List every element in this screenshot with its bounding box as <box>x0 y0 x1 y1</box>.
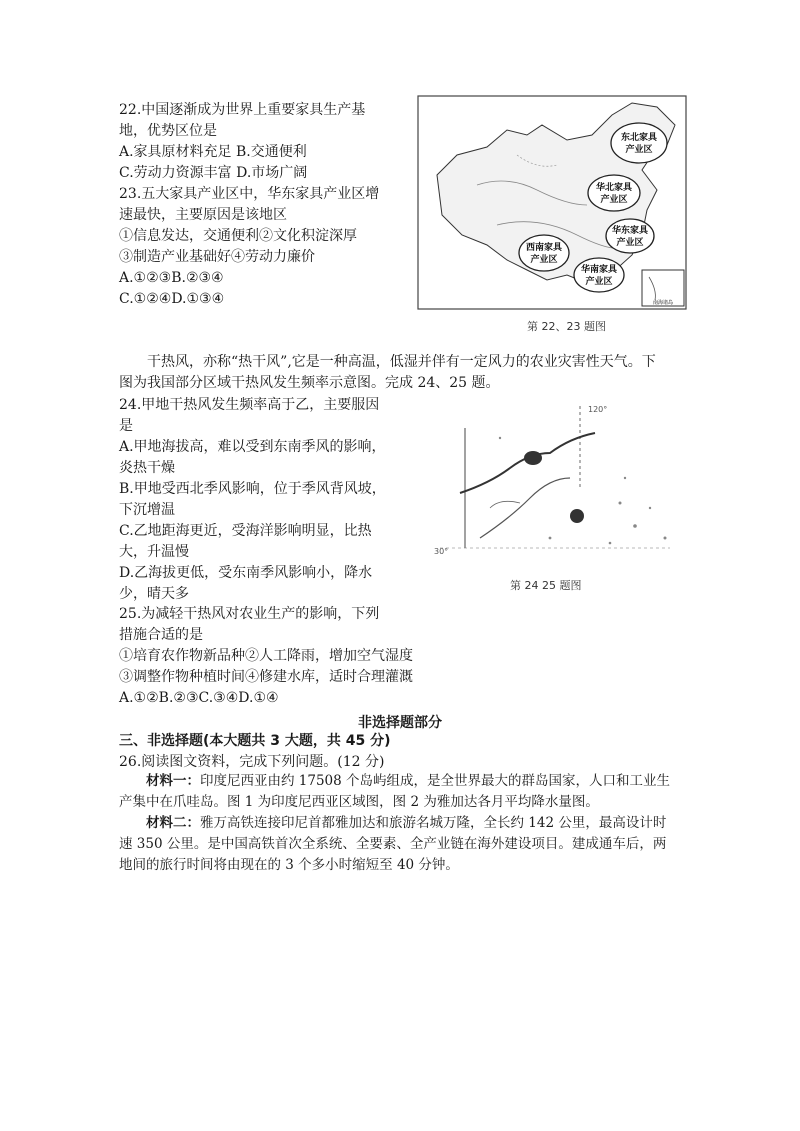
dry-hot-wind-map <box>420 398 690 568</box>
svg-text:东北家具: 东北家具 <box>620 133 658 143</box>
material-one-text: 印度尼西亚由约 17508 个岛屿组成，是全世界最大的群岛国家，人口和工业生产集中在爪哇岛。图 1 为印度尼西亚区域图，图 2 为雅加达各月平均降水量图。 <box>119 773 671 810</box>
q24-option-d-line2: 少，晴天多 <box>119 586 189 602</box>
q23-items-line1: ①信息发达，交通便利②文化积淀深厚 <box>119 228 357 244</box>
svg-text:产业区: 产业区 <box>530 255 558 265</box>
q25-items-line1: ①培育农作物新品种②人工降雨，增加空气湿度 <box>119 648 413 664</box>
region-huanan <box>574 258 624 292</box>
q23-options-ab: A.①②③B.②③④ <box>119 270 224 286</box>
q24-option-a-line2: 炎热干燥 <box>119 460 175 476</box>
q22-options-ab: A.家具原材料充足 B.交通便利 <box>119 144 307 160</box>
svg-text:华北家具: 华北家具 <box>595 183 633 193</box>
china-furniture-map <box>417 95 687 310</box>
material-two-label: 材料二： <box>146 815 200 831</box>
q24-stem-line1: 24.甲地干热风发生频率高于乙，主要服因 <box>119 397 380 413</box>
region-huabei <box>588 175 640 211</box>
map2-caption: 第 24 25 题图 <box>510 579 582 592</box>
material-one-label: 材料一： <box>146 773 200 789</box>
intro-line1: 干热风，亦称“热干风”,它是一种高温，低湿并伴有一定风力的农业灾害性天气。下 <box>147 354 656 370</box>
site-jia-marker <box>524 451 542 465</box>
region-huadong <box>606 219 654 253</box>
section-heading: 三、非选择题(本大题共 3 大题，共 45 分) <box>119 733 391 749</box>
material-two <box>119 813 679 876</box>
q22-stem-line2: 地，优势区位是 <box>119 123 217 139</box>
q22-stem-line1: 22.中国逐渐成为世界上重要家具生产基 <box>119 102 366 118</box>
q24-option-a-line1: A.甲地海拔高，难以受到东南季风的影响， <box>119 439 386 455</box>
q24-option-d-line1: D.乙海拔更低，受东南季风影响小，降水 <box>119 565 373 581</box>
q26-stem: 26.阅读图文资料，完成下列问题。(12 分) <box>119 754 385 770</box>
q25-items-line2: ③调整作物种植时间④修建水库，适时合理灌溉 <box>119 669 413 685</box>
intro-24-25 <box>119 352 699 394</box>
site-yi-marker <box>570 509 584 523</box>
questions-22-23 <box>119 100 409 310</box>
q25-stem-line2: 措施合适的是 <box>119 627 203 643</box>
q24-option-b-line2: 下沉增温 <box>119 502 175 518</box>
materials <box>119 771 679 876</box>
svg-text:南海诸岛: 南海诸岛 <box>652 300 674 306</box>
q24-option-c-line1: C.乙地距海更近，受海洋影响明显，比热 <box>119 523 372 539</box>
material-one <box>119 771 679 813</box>
map1-caption: 第 22、23 题图 <box>527 320 606 333</box>
section-three <box>119 731 699 773</box>
q23-stem-line1: 23.五大家具产业区中，华东家具产业区增 <box>119 186 380 202</box>
lon-label: 120° <box>588 405 608 414</box>
region-northeast <box>611 123 667 163</box>
region-xinan <box>519 235 569 271</box>
intro-line2: 图为我国部分区域干热风发生频率示意图。完成 24、25 题。 <box>119 375 500 391</box>
q25-stem-line1: 25.为减轻干热风对农业生产的影响，下列 <box>119 606 380 622</box>
south-china-sea-inset <box>642 270 684 306</box>
q24-option-c-line2: 大，升温慢 <box>119 544 189 560</box>
q22-options-cd: C.劳动力资源丰富 D.市场广阔 <box>119 165 308 181</box>
lat-label: 30° <box>434 547 449 556</box>
q25-options: A.①②B.②③C.③④D.①④ <box>119 690 279 706</box>
question-25 <box>119 604 449 709</box>
svg-text:产业区: 产业区 <box>600 195 628 205</box>
svg-text:产业区: 产业区 <box>625 145 653 155</box>
q23-stem-line2: 速最快，主要原因是该地区 <box>119 207 287 223</box>
material-two-text: 雅万高铁连接印尼首都雅加达和旅游名城万隆，全长约 142 公里，最高设计时速 350 公里。是中国高铁首次全系统、全要素、全产业链在海外建设项目。建成通车后，两地间的旅行时间将由现在的 3 个多小时缩短至 40 分钟。 <box>119 815 667 873</box>
q24-option-b-line1: B.甲地受西北季风影响，位于季风背风坡， <box>119 481 386 497</box>
svg-text:西南家具: 西南家具 <box>525 243 563 253</box>
q24-stem-line2: 是 <box>119 418 133 434</box>
svg-text:华东家具: 华东家具 <box>611 226 649 236</box>
q23-options-cd: C.①②④D.①③④ <box>119 291 225 307</box>
question-24 <box>119 395 419 605</box>
part-title: 非选择题部分 <box>358 715 442 731</box>
svg-text:产业区: 产业区 <box>585 277 613 287</box>
svg-text:华南家具: 华南家具 <box>580 265 618 275</box>
q23-items-line2: ③制造产业基础好④劳动力廉价 <box>119 249 315 265</box>
svg-text:产业区: 产业区 <box>616 238 644 248</box>
